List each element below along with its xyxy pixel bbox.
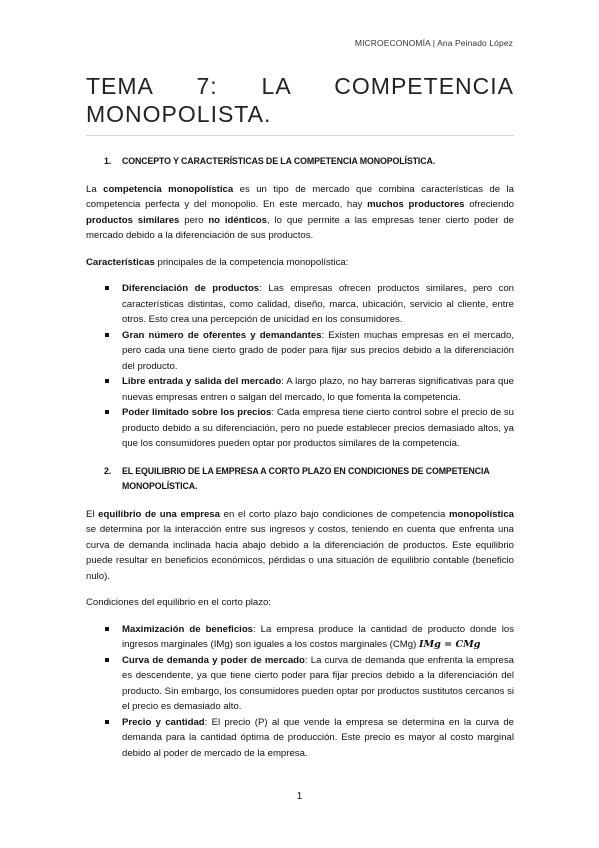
conditions-list xyxy=(86,622,514,762)
section-1-intro-paragraph xyxy=(86,182,514,244)
section-2-intro-paragraph xyxy=(86,507,514,585)
page-number: 1 xyxy=(296,791,303,802)
text-run: se determina por la interacción entre sus ingresos y costos, teniendo en cuenta que enfrenta una curva de demanda inclinada hacia abajo debido a la diferenciación de productos. Este equilibrio puede resultar en beneficios económicos, pérdidas o una situación de equilibrio contable (beneficio nulo). xyxy=(86,524,514,582)
list-item xyxy=(86,281,514,328)
list-item xyxy=(86,328,514,375)
text-run: La xyxy=(86,183,104,195)
bullet-term: Curva de demanda y poder de mercado xyxy=(122,654,305,666)
section-1-heading xyxy=(86,154,514,170)
bold-term: competencia monopolística xyxy=(103,183,234,195)
running-header: MICROECONOMÍA | Ana Peinado López xyxy=(354,38,513,48)
section-1-title: CONCEPTO Y CARACTERÍSTICAS DE LA COMPETENCIA MONOPOLÍSTICA. xyxy=(122,156,436,166)
bullet-text: : La empresa produce la cantidad de producto donde los ingresos marginales (IMg) son iguales a los costos marginales (CMg) xyxy=(122,623,514,650)
conditions-intro: Condiciones del equilibrio en el corto plazo: xyxy=(86,597,272,608)
title-divider xyxy=(86,135,514,136)
list-item xyxy=(86,715,514,762)
bullet-text: : A largo plazo, no hay barreras significativas para que nuevas empresas entren o salgan del mercado, lo que fomenta la competencia. xyxy=(122,376,515,403)
bullet-term: Diferenciación de productos xyxy=(122,283,260,294)
bullet-square-icon xyxy=(105,333,109,337)
list-item xyxy=(86,405,514,452)
text-run: es un tipo de mercado que combina características de la competencia perfecta y del monopolio. En este mercado, hay xyxy=(86,183,514,210)
text-run: , lo que permite a las empresas tener cierto poder de mercado debido a la diferenciación de sus productos. xyxy=(86,214,515,241)
bullet-text: : Cada empresa tiene cierto control sobre el precio de su producto debido a su diferenciación, pero no puede establecer precios demasiado altos, ya que los consumidores pueden optar por productos similares de la competencia. xyxy=(122,407,514,449)
bullet-term: Gran número de oferentes y demandantes xyxy=(122,329,322,341)
bullet-square-icon xyxy=(105,286,109,290)
section-1-number: 1. xyxy=(104,156,112,166)
characteristics-list xyxy=(86,281,514,452)
bullet-text: : La curva de demanda que enfrenta la empresa es descendente, ya que tiene cierto poder para fijar precios debido a la diferenciación del producto. Sin embargo, los consumidores pueden optar por productos sustitutos cercanos si el precio es demasiado alto. xyxy=(122,654,514,712)
text-run: pero xyxy=(179,214,209,226)
bold-term: no idénticos xyxy=(208,214,268,226)
bold-term: muchos productores xyxy=(367,199,465,210)
bold-term: monopolística xyxy=(448,508,514,520)
list-item xyxy=(86,374,514,405)
bullet-term: Libre entrada y salida del mercado xyxy=(122,376,282,387)
bullet-square-icon xyxy=(105,379,109,383)
text-run: principales de la competencia monopolística: xyxy=(154,256,349,268)
bold-term: equilibrio de una empresa xyxy=(98,508,220,520)
characteristics-intro xyxy=(86,255,514,271)
bold-term: productos similares xyxy=(86,214,180,226)
section-2-title: EL EQUILIBRIO DE LA EMPRESA A CORTO PLAZO EN CONDICIONES DE COMPETENCIA MONOPOLÍSTICA. xyxy=(122,465,490,491)
list-item xyxy=(86,622,514,653)
text-run: en el corto plazo bajo condiciones de competencia xyxy=(219,508,449,520)
bullet-term: Poder limitado sobre los precios xyxy=(122,407,272,418)
bullet-square-icon xyxy=(105,720,109,724)
bullet-square-icon xyxy=(105,658,109,662)
bullet-text: : Existen muchas empresas en el mercado, pero cada una tiene cierto grado de poder para fijar sus precios debido a la diferenciación del producto. xyxy=(122,329,514,372)
bold-term: Características xyxy=(86,256,155,268)
section-2-number: 2. xyxy=(104,465,112,476)
bullet-square-icon xyxy=(105,627,109,631)
document-body xyxy=(86,150,514,773)
document-title: TEMA 7: LA COMPETENCIA MONOPOLISTA. xyxy=(86,73,514,127)
bullet-text: : Las empresas ofrecen productos similares, pero con características distintas, como calidad, diseño, marca, ubicación, servicio al cliente, entre otros. Esto crea una percepción de unicidad en los consumidores. xyxy=(122,283,514,325)
text-run: El xyxy=(86,508,99,520)
bullet-text: : El precio (P) al que vende la empresa se determina en la curva de demanda para la cantidad óptima de producción. Este precio es mayor al costo marginal debido al poder de mercado de la empresa. xyxy=(122,716,514,759)
bullet-term: Maximización de beneficios xyxy=(122,623,254,635)
text-run: ofreciendo xyxy=(464,199,515,210)
bullet-term: Precio y cantidad xyxy=(122,716,205,728)
bullet-square-icon xyxy=(105,410,109,414)
list-item xyxy=(86,653,514,715)
section-2-heading xyxy=(86,464,514,495)
formula: IMg = CMg xyxy=(419,639,481,650)
